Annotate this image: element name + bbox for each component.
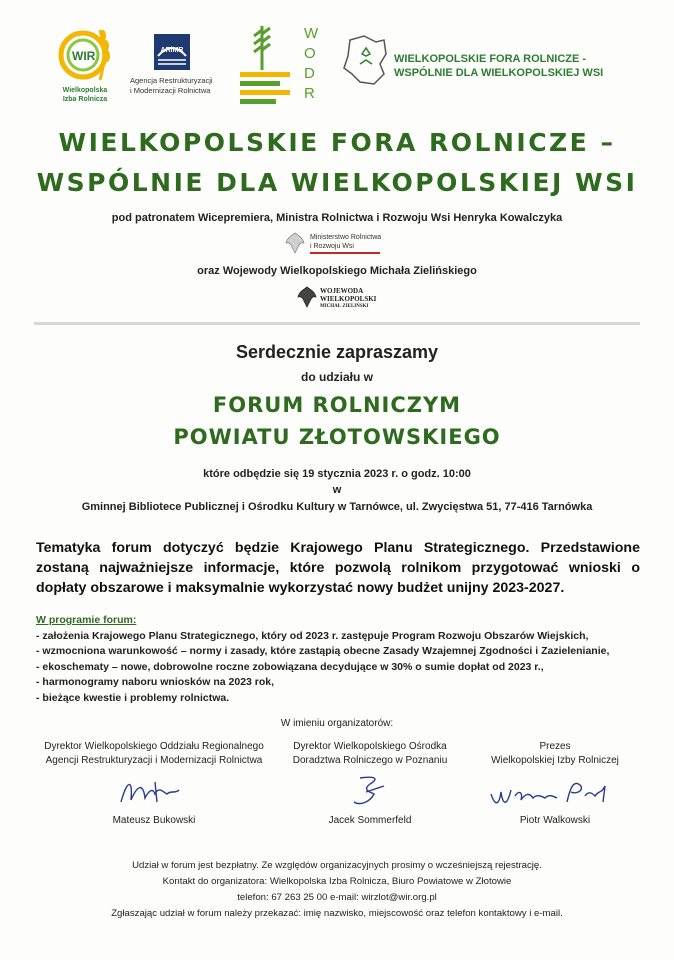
program-item: - założenia Krajowego Planu Strategicznego, który od 2023 r. zastępuje Program Rozwoju Obszarów Wiejskich,: [36, 629, 589, 642]
footer-line: Kontakt do organizatora: Wielkopolska Izba Rolnicza, Biuro Powiatowe w Złotowie: [162, 876, 512, 887]
wodr-emblem-icon: [236, 20, 326, 110]
wielkopolskie-fora-logo: [340, 34, 640, 92]
voivode-caption: WOJEWODA WIELKOPOLSKI MICHAŁ ZIELIŃSKI: [320, 287, 377, 309]
footer-line: Udział w forum jest bezpłatny. Ze względów organizacyjnych prosimy o wcześniejszą rejestrację.: [132, 860, 542, 871]
svg-text:ARiMR: ARiMR: [160, 47, 184, 54]
forum-title-line-2: POWIATU ZŁOTOWSKIEGO: [173, 425, 501, 449]
wheat-icon: [54, 24, 116, 86]
svg-text:W: W: [304, 25, 319, 42]
arimr-logo: [130, 32, 220, 96]
handwritten-signature: [270, 768, 470, 814]
eagle-emblem-icon: [284, 230, 306, 256]
topic-paragraph: Tematyka forum dotyczyć będzie Krajowego Planu Strategicznego. Przedstawione zostaną najważniejsze informacje, które pozwolą rolnikom przygotować wnioski o dopłaty obszarowe i maksymalnie wykorzystać nowy budżet unijny 2023-2027.: [36, 540, 640, 596]
signatory-block: Dyrektor Wielkopolskiego Oddziału Regionalnego Agencji Restrukturyzacji i Modernizacji Rolnictwa Mateusz Bukowski: [20, 740, 288, 828]
ministry-red-bar: [310, 252, 380, 254]
eagle-emblem-icon: [296, 284, 318, 310]
program-item: - wzmocniona warunkowość – normy i zasady, które zastąpią obecne Zasady Wzajemnej Zgodności i Zazielenianie,: [36, 645, 610, 657]
svg-text:D: D: [304, 65, 315, 82]
organizers-heading: W imieniu organizatorów:: [280, 718, 394, 729]
wir-caption: Wielkopolska Izba Rolnicza: [62, 87, 108, 103]
footer-line: Zgłaszając udział w forum należy przekazać: imię nazwisko, miejscowość oraz telefon kontaktowy i e-mail.: [111, 908, 563, 919]
forum-title-line-1: FORUM ROLNICZYM: [212, 393, 462, 417]
signatory-name: Piotr Walkowski: [519, 815, 591, 826]
wielkopolskie-fora-text: WIELKOPOLSKIE FORA ROLNICZE - WSPÓLNIE DLA WIELKOPOLSKIEJ WSI: [394, 53, 604, 79]
signatory-block: Dyrektor Wielkopolskiego Ośrodka Doradztwa Rolniczego w Poznaniu Jacek Sommerfeld: [270, 740, 470, 828]
arimr-emblem-icon: [152, 32, 192, 72]
svg-text:O: O: [304, 45, 316, 62]
title-line-1: WIELKOPOLSKIE FORA ROLNICZE –: [58, 128, 616, 157]
handwritten-signature: [20, 768, 288, 814]
logo-row: [0, 18, 674, 118]
voivode-logo: [296, 284, 406, 312]
svg-text:R: R: [304, 85, 315, 102]
arimr-caption: Agencja Restrukturyzacji i Modernizacji Rolnictwa: [130, 76, 213, 95]
program-heading: W programie forum:: [36, 614, 137, 626]
program-list: [36, 613, 646, 706]
region-map-icon: [340, 34, 390, 88]
wodr-logo: [236, 20, 326, 114]
program-item: - harmonogramy naboru wniosków na 2023 rok,: [36, 676, 275, 688]
section-divider: [34, 322, 640, 325]
signatory-name: Jacek Sommerfeld: [328, 815, 412, 826]
signatory-name: Mateusz Bukowski: [112, 815, 196, 826]
title-line-2: WSPÓLNIE DLA WIELKOPOLSKIEJ WSI: [36, 168, 638, 197]
signatory-block: Prezes Wielkopolskiej Izby Rolniczej Piotr Walkowski: [460, 740, 650, 828]
handwritten-signature: [460, 768, 650, 814]
patronage-line: pod patronatem Wicepremiera, Ministra Rolnictwa i Rozwoju Wsi Henryka Kowalczyka: [111, 212, 563, 224]
event-w: w: [332, 484, 342, 496]
footer-contact: telefon: 67 263 25 00 e-mail: wirzlot@wir.org.pl: [237, 892, 437, 903]
footer-info: [0, 858, 674, 922]
program-item: - bieżące kwestie i problemy rolnictwa.: [36, 691, 230, 704]
invitation-heading: Serdecznie zapraszamy: [235, 342, 439, 362]
wir-logo: [50, 24, 120, 104]
voivode-line: oraz Wojewody Wielkopolskiego Michała Zielińskiego: [197, 265, 477, 277]
invitation-sub: do udziału w: [301, 370, 373, 384]
svg-text:WIR: WIR: [72, 49, 96, 63]
program-item: - ekoschematy – nowe, dobrowolne roczne zobowiązana decydujące w 30% o sumie dopłat od 2023 r.,: [36, 660, 544, 673]
event-date: które odbędzie się 19 stycznia 2023 r. o godz. 10:00: [203, 468, 471, 480]
event-location: Gminnej Bibliotece Publicznej i Ośrodku Kultury w Tarnówce, ul. Zwycięstwa 51, 77-416 Tarnówka: [81, 501, 593, 513]
ministry-logo: [284, 230, 404, 258]
ministry-caption: Ministerstwo Rolnictwa i Rozwoju Wsi: [310, 234, 382, 250]
